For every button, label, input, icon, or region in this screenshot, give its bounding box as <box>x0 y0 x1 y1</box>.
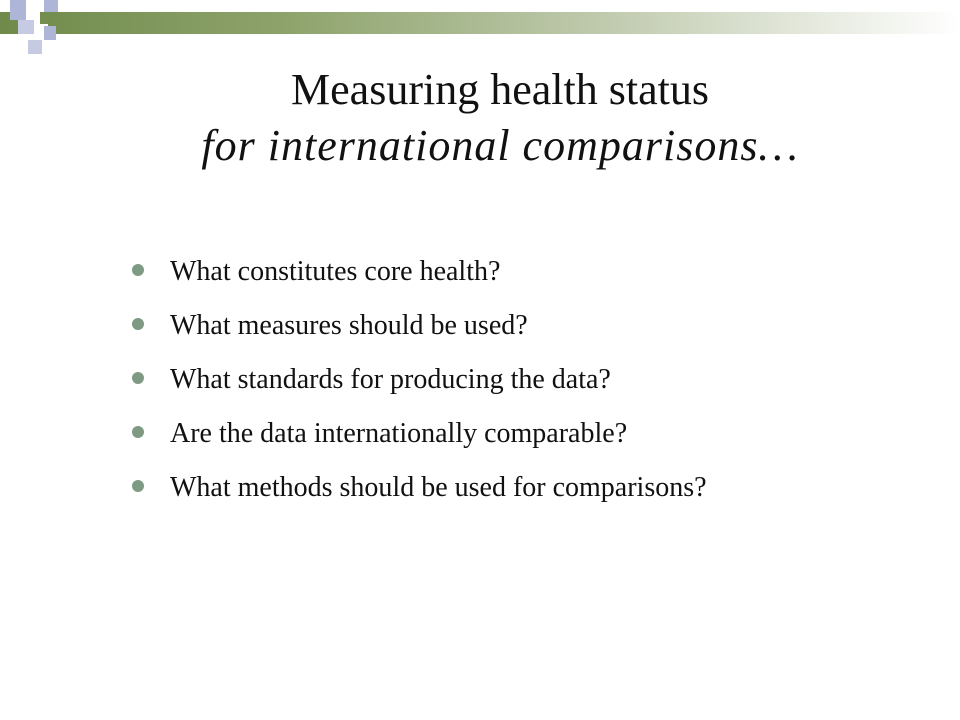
bullet-text: What measures should be used? <box>170 310 528 341</box>
bullet-item <box>130 356 930 410</box>
bullet-dot-icon <box>132 264 144 276</box>
bullet-text: What methods should be used for comparisons? <box>170 472 707 503</box>
bullet-item <box>130 302 930 356</box>
slide-title <box>60 62 940 174</box>
decor-square <box>10 0 26 20</box>
header-decoration <box>0 0 960 60</box>
slide-subtitle: for international comparisons… <box>201 121 799 170</box>
bullet-list <box>130 248 930 518</box>
bullet-dot-icon <box>132 372 144 384</box>
bullet-dot-icon <box>132 426 144 438</box>
bullet-dot-icon <box>132 318 144 330</box>
decor-square <box>18 20 34 34</box>
bullet-text: What standards for producing the data? <box>170 364 611 395</box>
slide-title-main: Measuring health status <box>291 65 709 114</box>
decor-square <box>44 0 58 12</box>
bullet-item <box>130 464 930 518</box>
bullet-text: What constitutes core health? <box>170 256 501 287</box>
bullet-item <box>130 248 930 302</box>
bullet-text: Are the data internationally comparable? <box>170 418 628 449</box>
header-gradient-bar <box>0 12 960 34</box>
decor-square <box>44 26 56 40</box>
bullet-item <box>130 410 930 464</box>
bullet-dot-icon <box>132 480 144 492</box>
decor-square <box>28 40 42 54</box>
